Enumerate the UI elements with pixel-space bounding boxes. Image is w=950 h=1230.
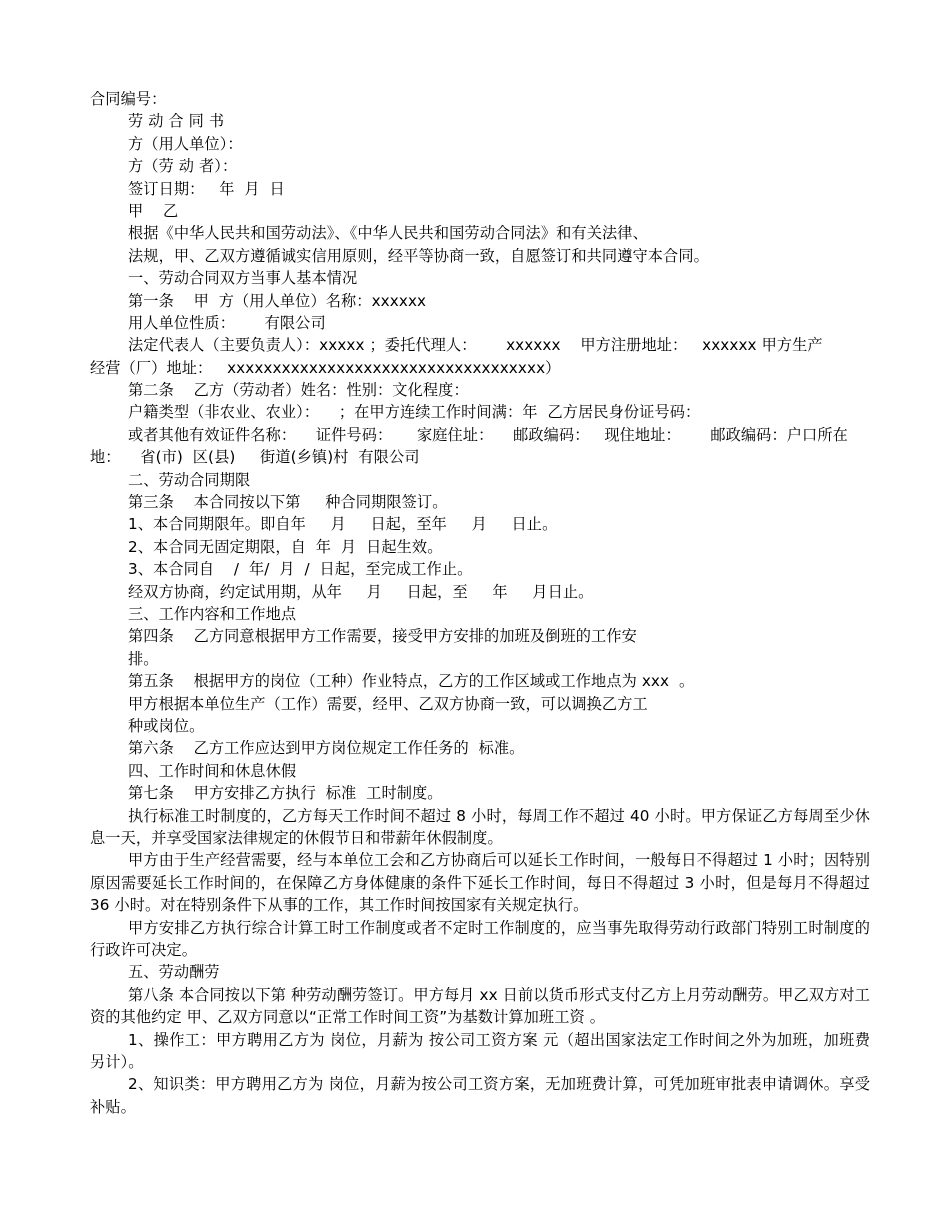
section-heading-3: 三、工作内容和工作地点 bbox=[128, 604, 297, 623]
article-1: 第一条 甲 方（用人单位）名称：xxxxxx bbox=[128, 291, 427, 310]
section-heading-2: 二、劳动合同期限 bbox=[128, 470, 251, 489]
article-7: 第七条 甲方安排乙方执行 标准 工时制度。 bbox=[128, 784, 443, 803]
contract-document bbox=[90, 88, 870, 1118]
flexible-hours-paragraph: 甲方安排乙方执行综合计算工时工作制度或者不定时工作制度的，应当事先取得劳动行政部门特别工时制度的行政许可决定。 bbox=[90, 918, 870, 959]
preamble-line-2: 法规，甲、乙双方遵循诚实信用原则，经平等协商一致，自愿签订和共同遵守本合同。 bbox=[128, 246, 709, 265]
signing-date-line: 签订日期： 年 月 日 bbox=[128, 179, 285, 198]
employer-party-label: 方（用人单位）： bbox=[128, 134, 243, 153]
contract-title: 劳 动 合 同 书 bbox=[128, 112, 225, 131]
preamble-line-1: 根据《中华人民共和国劳动法》、《中华人民共和国劳动合同法》和有关法律、 bbox=[128, 224, 648, 243]
contract-number-label: 合同编号： bbox=[90, 90, 167, 108]
article-6: 第六条 乙方工作应达到甲方岗位规定工作任务的 标准。 bbox=[128, 739, 525, 758]
probation-line: 经双方协商，约定试用期，从年 月 日起，至 年 月日止。 bbox=[128, 582, 594, 601]
overtime-paragraph: 甲方由于生产经营需要，经与本单位工会和乙方协商后可以延长工作时间，一般每日不得超过 1 小时；因特别原因需要延长工作时间的，在保障乙方身体健康的条件下延长工作时间，每日不得超过 3 小时，但是每月不得超过 36 小时。对在特别条件下从事的工作，其工作时间按国家有关规定执行。 bbox=[90, 851, 870, 915]
term-option-3: 3、本合同自 / 年/ 月 / 日起，至完成工作止。 bbox=[128, 560, 473, 579]
article-5-adjustment: 甲方根据本单位生产（工作）需要，经甲、乙双方协商一致，可以调换乙方工 bbox=[128, 694, 648, 713]
article-4-continued: 排。 bbox=[128, 649, 159, 668]
other-id-line: 或者其他有效证件名称： 证件号码： 家庭住址： 邮政编码： 现住地址： 邮政编码：户口所在 bbox=[128, 425, 848, 444]
term-option-1: 1、本合同期限年。即自年 月 日起，至年 月 日止。 bbox=[128, 515, 558, 534]
article-8: 第八条 本合同按以下第 种劳动酬劳签订。甲方每月 xx 日前以货币形式支付乙方上月劳动酬劳。甲乙双方对工资的其他约定 甲、乙双方同意以“正常工作时间工资”为基数计算加班工资 。 bbox=[90, 985, 870, 1027]
household-type-line: 户籍类型（非农业、农业）： ；在甲方连续工作时间满：年 乙方居民身份证号码： bbox=[128, 403, 701, 422]
article-5: 第五条 根据甲方的岗位（工种）作业特点，乙方的工作区域或工作地点为 xxx 。 bbox=[128, 672, 695, 691]
party-a-b-line: 甲 乙 bbox=[128, 201, 179, 220]
article-4: 第四条 乙方同意根据甲方工作需要，接受甲方安排的加班及倒班的工作安 bbox=[128, 627, 637, 646]
employer-nature-line: 用人单位性质： 有限公司 bbox=[128, 313, 326, 332]
standard-hours-paragraph: 执行标准工时制度的，乙方每天工作时间不超过 8 小时，每周工作不超过 40 小时。甲方保证乙方每周至少休息一天，并享受国家法律规定的休假节日和带薪年休假制度。 bbox=[90, 806, 870, 847]
employee-party-label: 方（劳 动 者）： bbox=[128, 157, 238, 176]
legal-representative-line: 法定代表人（主要负责人）：xxxxx ；委托代理人： xxxxxx 甲方注册地址： xxxxxx 甲方生产 bbox=[128, 336, 823, 355]
business-address-line: 经营（厂）地址： xxxxxxxxxxxxxxxxxxxxxxxxxxxxxxxxxxx） bbox=[90, 358, 561, 377]
term-option-2: 2、本合同无固定期限，自 年 月 日起生效。 bbox=[128, 537, 443, 556]
article-3: 第三条 本合同按以下第 种合同期限签订。 bbox=[128, 493, 448, 512]
knowledge-worker-pay-clause: 2、知识类：甲方聘用乙方为 岗位，月薪为按公司工资方案，无加班费计算，可凭加班审批表申请调休。享受补贴。 bbox=[90, 1075, 870, 1116]
section-heading-5: 五、劳动酬劳 bbox=[128, 963, 220, 982]
section-heading-4: 四、工作时间和休息休假 bbox=[128, 761, 297, 780]
household-location-line: 地： 省(市) 区(县) 街道(乡镇)村 有限公司 bbox=[90, 448, 420, 467]
operator-pay-clause: 1、操作工：甲方聘用乙方为 岗位，月薪为 按公司工资方案 元（超出国家法定工作时间之外为加班，加班费另计）。 bbox=[90, 1030, 870, 1071]
section-heading-1: 一、劳动合同双方当事人基本情况 bbox=[128, 269, 358, 288]
article-2: 第二条 乙方（劳动者）姓名：性别：文化程度： bbox=[128, 381, 469, 400]
article-5-adjustment-continued: 种或岗位。 bbox=[128, 716, 205, 735]
